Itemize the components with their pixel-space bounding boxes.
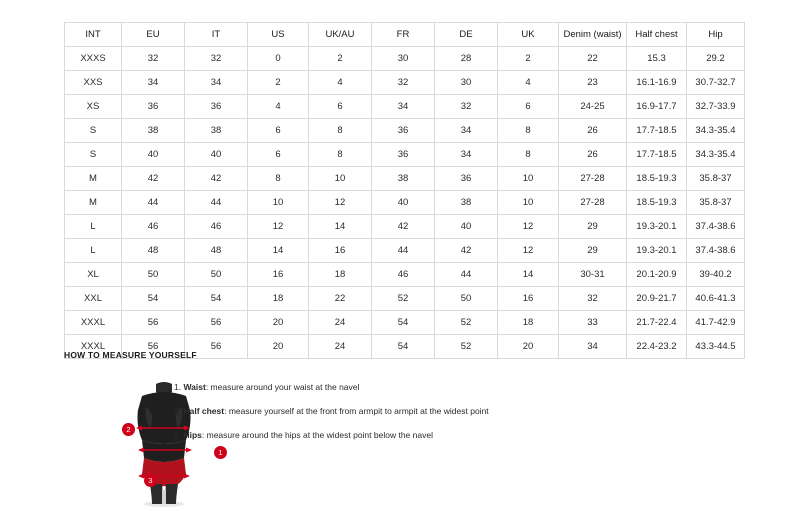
table-row — [65, 143, 745, 167]
cell-uk-au: 2 — [309, 47, 372, 71]
cell-hip: 41.7-42.9 — [687, 311, 745, 335]
cell-int: L — [65, 215, 122, 239]
column-header-it: IT — [185, 23, 248, 47]
cell-uk: 12 — [498, 215, 559, 239]
cell-uk: 16 — [498, 287, 559, 311]
cell-uk-au: 6 — [309, 95, 372, 119]
cell-fr: 52 — [372, 287, 435, 311]
table-body — [65, 47, 745, 359]
cell-it: 46 — [185, 215, 248, 239]
cell-eu: 46 — [122, 215, 185, 239]
cell-hip: 37.4-38.6 — [687, 239, 745, 263]
instruction-term-hips: Hips — [183, 429, 202, 440]
cell-denim-waist: 26 — [559, 143, 627, 167]
cell-hip: 35.8-37 — [687, 167, 745, 191]
cell-de: 42 — [435, 239, 498, 263]
cell-int: XXS — [65, 71, 122, 95]
cell-uk-au: 8 — [309, 119, 372, 143]
cell-fr: 32 — [372, 71, 435, 95]
cell-denim-waist: 29 — [559, 215, 627, 239]
cell-us: 10 — [248, 191, 309, 215]
cell-eu: 56 — [122, 311, 185, 335]
instruction-term-waist: Waist — [183, 382, 206, 392]
cell-fr: 36 — [372, 119, 435, 143]
cell-half-chest: 17.7-18.5 — [627, 143, 687, 167]
measure-badge-3: 3 — [144, 474, 157, 487]
table-header-row — [65, 23, 745, 47]
cell-eu: 38 — [122, 119, 185, 143]
cell-int: XXXL — [65, 311, 122, 335]
cell-uk-au: 24 — [309, 311, 372, 335]
table-row — [65, 239, 745, 263]
table-row — [65, 119, 745, 143]
cell-it: 34 — [185, 71, 248, 95]
cell-hip: 34.3-35.4 — [687, 119, 745, 143]
measure-instruction-half-chest — [174, 406, 714, 418]
size-chart-table — [64, 22, 745, 359]
table-row — [65, 311, 745, 335]
cell-half-chest: 15.3 — [627, 47, 687, 71]
instruction-text-half-chest: : measure yourself at the front from armpit to armpit at the widest point — [224, 405, 489, 416]
cell-fr: 38 — [372, 167, 435, 191]
cell-fr: 40 — [372, 191, 435, 215]
instruction-number-2: 2. — [174, 405, 182, 416]
cell-us: 20 — [248, 335, 309, 359]
cell-half-chest: 19.3-20.1 — [627, 215, 687, 239]
cell-half-chest: 18.5-19.3 — [627, 191, 687, 215]
cell-de: 30 — [435, 71, 498, 95]
cell-it: 36 — [185, 95, 248, 119]
column-header-uk: UK — [498, 23, 559, 47]
measure-instruction-hips — [174, 430, 714, 442]
column-header-us: US — [248, 23, 309, 47]
cell-de: 34 — [435, 143, 498, 167]
cell-de: 50 — [435, 287, 498, 311]
cell-int: S — [65, 119, 122, 143]
cell-half-chest: 22.4-23.2 — [627, 335, 687, 359]
cell-eu: 48 — [122, 239, 185, 263]
cell-us: 12 — [248, 215, 309, 239]
cell-uk: 12 — [498, 239, 559, 263]
cell-de: 34 — [435, 119, 498, 143]
cell-fr: 36 — [372, 143, 435, 167]
cell-denim-waist: 24-25 — [559, 95, 627, 119]
cell-half-chest: 21.7-22.4 — [627, 311, 687, 335]
cell-hip: 30.7-32.7 — [687, 71, 745, 95]
cell-us: 0 — [248, 47, 309, 71]
cell-denim-waist: 32 — [559, 287, 627, 311]
cell-hip: 37.4-38.6 — [687, 215, 745, 239]
cell-it: 56 — [185, 311, 248, 335]
measure-badge-2: 2 — [122, 423, 135, 436]
table-row — [65, 191, 745, 215]
table-row — [65, 287, 745, 311]
cell-uk: 20 — [498, 335, 559, 359]
cell-uk-au: 8 — [309, 143, 372, 167]
measure-instruction-waist — [174, 382, 714, 394]
cell-denim-waist: 34 — [559, 335, 627, 359]
cell-de: 44 — [435, 263, 498, 287]
table-row — [65, 95, 745, 119]
cell-uk: 10 — [498, 167, 559, 191]
table-row — [65, 47, 745, 71]
cell-us: 18 — [248, 287, 309, 311]
cell-hip: 34.3-35.4 — [687, 143, 745, 167]
cell-int: S — [65, 143, 122, 167]
column-header-half-chest: Half chest — [627, 23, 687, 47]
cell-uk: 10 — [498, 191, 559, 215]
cell-uk: 18 — [498, 311, 559, 335]
cell-half-chest: 16.9-17.7 — [627, 95, 687, 119]
column-header-eu: EU — [122, 23, 185, 47]
cell-uk-au: 22 — [309, 287, 372, 311]
cell-de: 36 — [435, 167, 498, 191]
cell-uk: 8 — [498, 119, 559, 143]
cell-de: 38 — [435, 191, 498, 215]
cell-us: 4 — [248, 95, 309, 119]
cell-half-chest: 20.1-20.9 — [627, 263, 687, 287]
cell-fr: 54 — [372, 335, 435, 359]
cell-uk-au: 12 — [309, 191, 372, 215]
table-row — [65, 167, 745, 191]
cell-denim-waist: 22 — [559, 47, 627, 71]
instruction-number-1: 1. — [174, 382, 182, 392]
cell-us: 6 — [248, 143, 309, 167]
cell-hip: 39-40.2 — [687, 263, 745, 287]
instruction-term-half-chest: Half chest — [183, 405, 225, 416]
cell-fr: 42 — [372, 215, 435, 239]
instruction-text-waist: : measure around your waist at the navel — [205, 382, 360, 392]
cell-it: 40 — [185, 143, 248, 167]
cell-us: 6 — [248, 119, 309, 143]
cell-denim-waist: 26 — [559, 119, 627, 143]
cell-us: 14 — [248, 239, 309, 263]
cell-us: 8 — [248, 167, 309, 191]
cell-it: 56 — [185, 335, 248, 359]
how-to-measure-section — [64, 350, 734, 510]
cell-denim-waist: 27-28 — [559, 167, 627, 191]
cell-int: XS — [65, 95, 122, 119]
cell-de: 28 — [435, 47, 498, 71]
cell-us: 16 — [248, 263, 309, 287]
cell-uk-au: 4 — [309, 71, 372, 95]
cell-int: M — [65, 191, 122, 215]
cell-int: XXXS — [65, 47, 122, 71]
cell-us: 2 — [248, 71, 309, 95]
cell-de: 40 — [435, 215, 498, 239]
cell-denim-waist: 29 — [559, 239, 627, 263]
cell-eu: 56 — [122, 335, 185, 359]
column-header-denim-waist: Denim (waist) — [559, 23, 627, 47]
column-header-hip: Hip — [687, 23, 745, 47]
size-chart-container — [64, 22, 734, 359]
cell-denim-waist: 23 — [559, 71, 627, 95]
cell-fr: 30 — [372, 47, 435, 71]
cell-fr: 34 — [372, 95, 435, 119]
cell-fr: 54 — [372, 311, 435, 335]
table-row — [65, 263, 745, 287]
cell-half-chest: 19.3-20.1 — [627, 239, 687, 263]
cell-eu: 44 — [122, 191, 185, 215]
cell-int: XXL — [65, 287, 122, 311]
instruction-number-3: 3. — [174, 429, 182, 440]
cell-eu: 32 — [122, 47, 185, 71]
cell-uk-au: 14 — [309, 215, 372, 239]
cell-it: 38 — [185, 119, 248, 143]
column-header-int: INT — [65, 23, 122, 47]
cell-de: 32 — [435, 95, 498, 119]
cell-hip: 35.8-37 — [687, 191, 745, 215]
cell-eu: 40 — [122, 143, 185, 167]
table-row — [65, 71, 745, 95]
cell-eu: 34 — [122, 71, 185, 95]
cell-hip: 29.2 — [687, 47, 745, 71]
cell-eu: 36 — [122, 95, 185, 119]
cell-hip: 43.3-44.5 — [687, 335, 745, 359]
cell-denim-waist: 30-31 — [559, 263, 627, 287]
cell-eu: 54 — [122, 287, 185, 311]
cell-uk: 4 — [498, 71, 559, 95]
measure-instructions-list — [174, 382, 714, 454]
cell-uk: 2 — [498, 47, 559, 71]
cell-int: XL — [65, 263, 122, 287]
cell-half-chest: 18.5-19.3 — [627, 167, 687, 191]
cell-uk: 6 — [498, 95, 559, 119]
instruction-text-hips: : measure around the hips at the widest point below the navel — [201, 429, 433, 440]
cell-half-chest: 20.9-21.7 — [627, 287, 687, 311]
cell-uk-au: 24 — [309, 335, 372, 359]
how-to-measure-body — [64, 370, 734, 510]
cell-uk-au: 16 — [309, 239, 372, 263]
column-header-uk-au: UK/AU — [309, 23, 372, 47]
cell-int: L — [65, 239, 122, 263]
measure-badge-1: 1 — [214, 446, 227, 459]
cell-uk: 14 — [498, 263, 559, 287]
cell-de: 52 — [435, 311, 498, 335]
cell-it: 50 — [185, 263, 248, 287]
cell-half-chest: 17.7-18.5 — [627, 119, 687, 143]
table-row — [65, 215, 745, 239]
column-header-de: DE — [435, 23, 498, 47]
cell-int: M — [65, 167, 122, 191]
cell-int: XXXL — [65, 335, 122, 359]
cell-fr: 46 — [372, 263, 435, 287]
cell-uk-au: 18 — [309, 263, 372, 287]
cell-denim-waist: 27-28 — [559, 191, 627, 215]
cell-it: 48 — [185, 239, 248, 263]
cell-uk: 8 — [498, 143, 559, 167]
cell-eu: 50 — [122, 263, 185, 287]
cell-uk-au: 10 — [309, 167, 372, 191]
cell-denim-waist: 33 — [559, 311, 627, 335]
cell-de: 52 — [435, 335, 498, 359]
how-to-measure-title: HOW TO MEASURE YOURSELF — [64, 350, 197, 360]
cell-it: 32 — [185, 47, 248, 71]
cell-it: 42 — [185, 167, 248, 191]
cell-us: 20 — [248, 311, 309, 335]
cell-half-chest: 16.1-16.9 — [627, 71, 687, 95]
cell-fr: 44 — [372, 239, 435, 263]
cell-hip: 32.7-33.9 — [687, 95, 745, 119]
cell-hip: 40.6-41.3 — [687, 287, 745, 311]
cell-it: 44 — [185, 191, 248, 215]
cell-eu: 42 — [122, 167, 185, 191]
cell-it: 54 — [185, 287, 248, 311]
column-header-fr: FR — [372, 23, 435, 47]
